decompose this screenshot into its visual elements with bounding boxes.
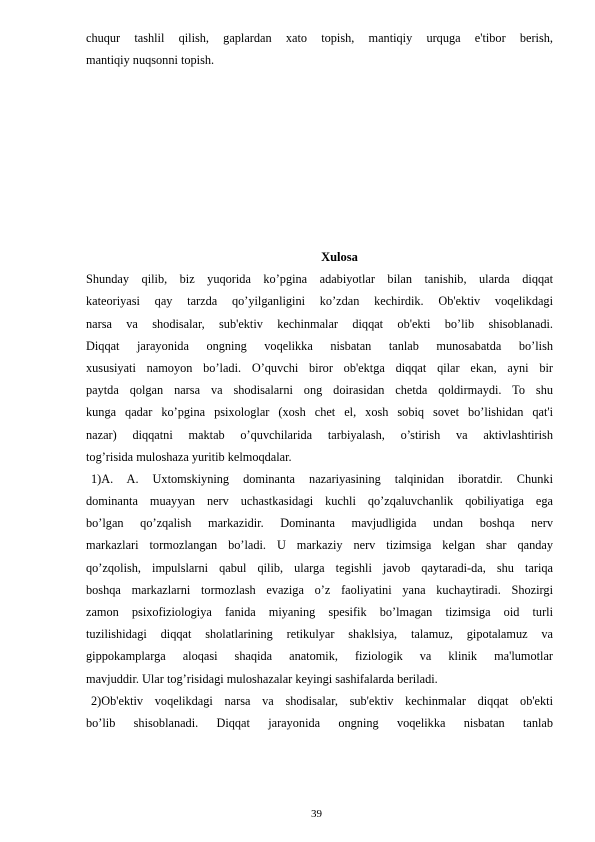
text-line: qo’zqolish, impulslarni qabul qilib, ularga tegishli javob qaytaradi-da, shu tariqa	[86, 560, 553, 575]
text-line: gippokamplarga aloqasi shaqida anatomik, fiziologik va klinik ma'lumotlar	[86, 649, 553, 664]
intro-paragraph	[86, 27, 553, 71]
conclusion-body	[86, 246, 553, 734]
text-line: kateoriyasi qay tarzda qo’yilganligini ko’zdan kechirdik. Ob'ektiv voqelikdagi	[86, 294, 553, 309]
text-line: kunga qadar ko’pgina psixologlar (xosh chet el, xosh sobiq sovet bo’lishidan qat'i	[86, 405, 553, 420]
text-line: mantiqiy nuqsonni topish.	[86, 53, 215, 68]
text-line: zamon psixofiziologiya fanida miyaning spesifik bo’lmagan tizimsiga oid turli	[86, 605, 553, 619]
text-line: tuzilishidagi diqqat sholatlarining retikulyar shaklsiya, talamuz, gipotalamuz va	[86, 627, 553, 642]
paragraph-2	[86, 468, 553, 690]
text-line: bo’lgan qo’zqalish markazidir. Dominanta mavjudligida undan boshqa nerv	[86, 516, 553, 531]
text-line: bo’lib shisoblanadi. Diqqat jarayonida ongning voqelikka nisbatan tanlab	[86, 715, 553, 730]
text-line: paytda qolgan narsa va shodisalarni ong doirasidan chetda qoldirmaydi. To shu	[86, 383, 553, 398]
text-line: boshqa markazlarni tormozlash evaziga o’z faoliyatini yana kuchaytiradi. Shozirgi	[86, 582, 553, 597]
text-line: dominanta muayyan nerv uchastkasidagi kuchli qo’zqaluvchanlik qobiliyatiga ega	[86, 494, 553, 509]
text-line: chuqur tashlil qilish, gaplardan xato topish, mantiqiy urquga e'tibor berish,	[86, 31, 553, 45]
text-line: narsa va shodisalar, sub'ektiv kechinmalar diqqat ob'ekti bo’lib shisoblanadi.	[86, 316, 553, 331]
paragraph-1	[86, 268, 553, 468]
text-line: 1)A. A. Uxtomskiyning dominanta nazariyasining talqinidan iboratdir. Chunki	[91, 471, 553, 486]
text-line: xususiyati namoyon bo’ladi. O’quvchi biror ob'ektga diqqat qilar ekan, ayni bir	[86, 360, 553, 375]
text-line: markazlari tormozlangan bo’ladi. U markaziy nerv tizimsiga kelgan shar qanday	[86, 538, 553, 553]
paragraph-3	[86, 690, 553, 734]
page-number: 39	[311, 808, 322, 820]
text-line: Shunday qilib, biz yuqorida ko’pgina adabiyotlar bilan tanishib, ularda diqqat	[86, 272, 553, 287]
text-line: mavjuddir. Ular tog’risidagi muloshazalar keyingi sashifalarda beriladi.	[86, 671, 438, 686]
text-line: tog’risida muloshaza yuritib kelmoqdalar.	[86, 449, 292, 464]
text-line: Diqqat jarayonida ongning voqelikka nisbatan tanlab munosabatda bo’lish	[86, 338, 553, 353]
section-heading: Xulosa	[321, 250, 358, 264]
text-line: nazar) diqqatni maktab o’quvchilarida tarbiyalash, o’stirish va aktivlashtirish	[86, 427, 553, 442]
text-line: 2)Ob'ektiv voqelikdagi narsa va shodisalar, sub'ektiv kechinmalar diqqat ob'ekti	[91, 693, 553, 708]
